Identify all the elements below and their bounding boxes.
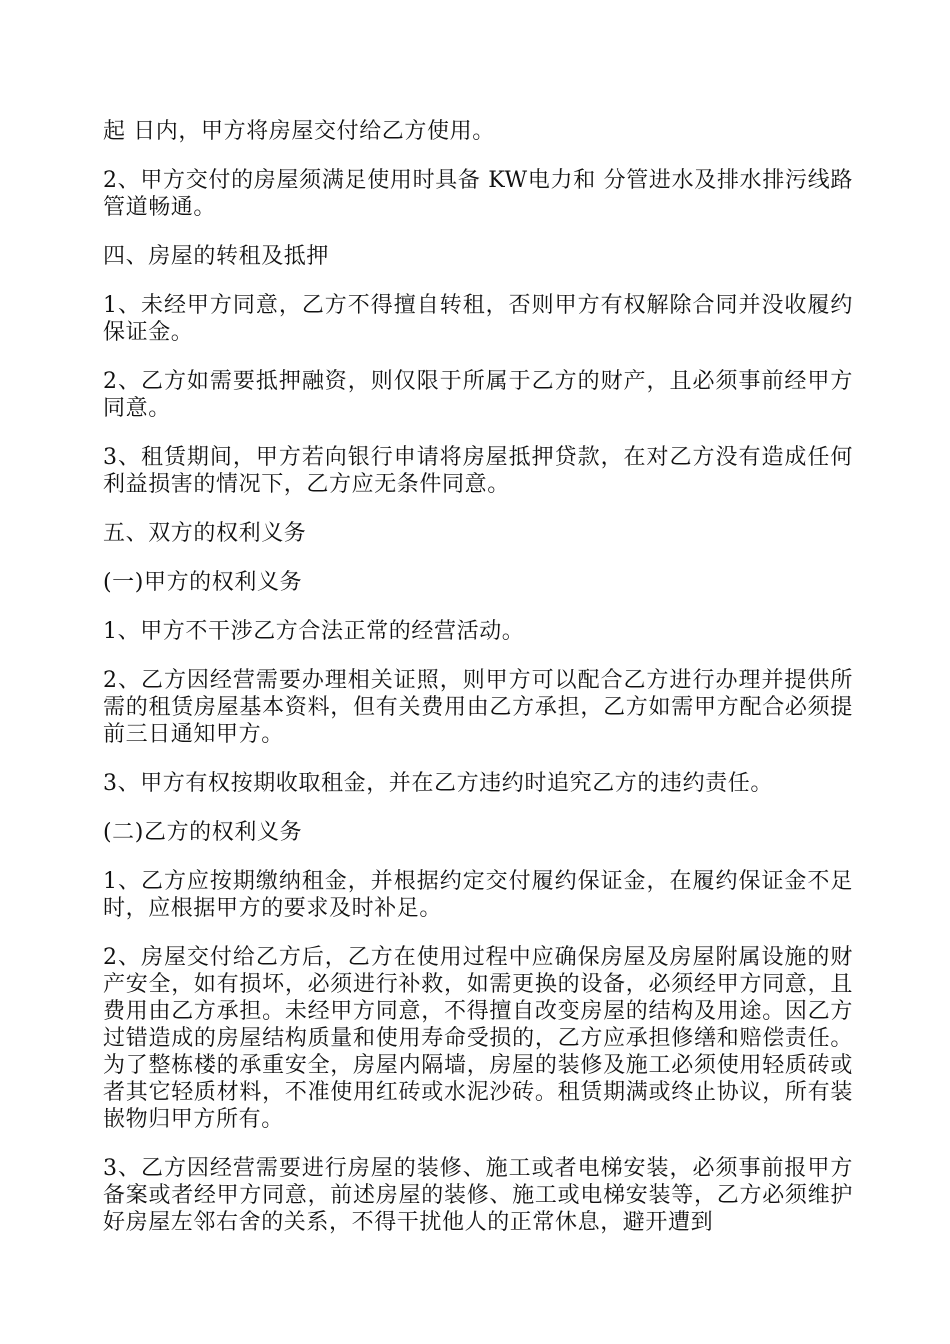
paragraph-party-b-rent-payment: 1、乙方应按期缴纳租金，并根据约定交付履约保证金，在履约保证金不足时，应根据甲方的要求及时补足。 bbox=[103, 869, 853, 921]
paragraph-party-a-rent-collection: 3、甲方有权按期收取租金，并在乙方违约时追究乙方的违约责任。 bbox=[103, 771, 773, 796]
section-heading-sublease-mortgage: 四、房屋的转租及抵押 bbox=[103, 244, 330, 269]
paragraph-sublease-rule: 1、未经甲方同意，乙方不得擅自转租，否则甲方有权解除合同并没收履约保证金。 bbox=[103, 293, 853, 345]
subsection-heading-party-a: (一)甲方的权利义务 bbox=[103, 570, 303, 595]
paragraph-party-a-license-support: 2、乙方因经营需要办理相关证照，则甲方可以配合乙方进行办理并提供所需的租赁房屋基本资料，但有关费用由乙方承担，乙方如需甲方配合必须提前三日通知甲方。 bbox=[103, 668, 853, 747]
paragraph-party-a-noninterference: 1、甲方不干涉乙方合法正常的经营活动。 bbox=[103, 619, 525, 644]
paragraph-delivery-date: 起 日内，甲方将房屋交付给乙方使用。 bbox=[103, 119, 495, 144]
paragraph-bank-loan-consent: 3、租赁期间，甲方若向银行申请将房屋抵押贷款，在对乙方没有造成任何利益损害的情况下，乙方应无条件同意。 bbox=[103, 445, 853, 497]
paragraph-party-b-property-safety: 2、房屋交付给乙方后，乙方在使用过程中应确保房屋及房屋附属设施的财产安全，如有损坏，必须进行补救，如需更换的设备，必须经甲方同意，且费用由乙方承担。未经甲方同意，不得擅自改变房屋的结构及用途。因乙方过错造成的房屋结构质量和使用寿命受损的，乙方应承担修缮和赔偿责任。为了整栋楼的承重安全，房屋内隔墙，房屋的装修及施工必须使用轻质砖或者其它轻质材料，不准使用红砖或水泥沙砖。租赁期满或终止协议，所有装嵌物归甲方所有。 bbox=[103, 945, 853, 1132]
paragraph-utility-requirements: 2、甲方交付的房屋须满足使用时具备 KW电力和 分管进水及排水排污线路管道畅通。 bbox=[103, 168, 853, 220]
subsection-heading-party-b: (二)乙方的权利义务 bbox=[103, 820, 303, 845]
paragraph-party-b-renovation: 3、乙方因经营需要进行房屋的装修、施工或者电梯安装，必须事前报甲方备案或者经甲方同意，前述房屋的装修、施工或电梯安装等，乙方必须维护好房屋左邻右舍的关系，不得干扰他人的正常休息，避开遭到 bbox=[103, 1156, 853, 1235]
section-heading-rights-obligations: 五、双方的权利义务 bbox=[103, 521, 307, 546]
document-body bbox=[103, 118, 853, 1258]
paragraph-mortgage-rule: 2、乙方如需要抵押融资，则仅限于所属于乙方的财产，且必须事前经甲方同意。 bbox=[103, 369, 853, 421]
